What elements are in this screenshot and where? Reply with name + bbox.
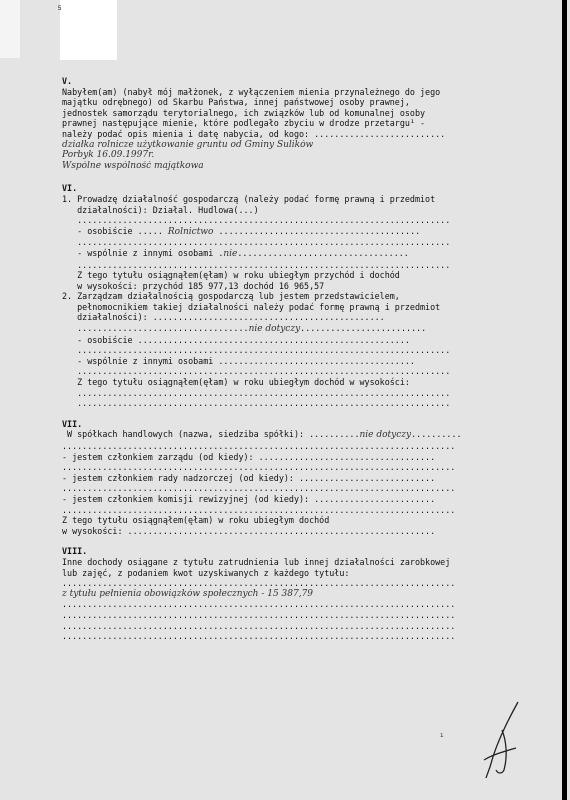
registry-stamp [0, 0, 20, 58]
dotted-line: .............................................................................. [62, 462, 456, 473]
section-viii-answer: z tytułu pełnienia obowiązków społecznych - 15 387,79 [62, 588, 314, 599]
dotted-line: .............................................................................. [62, 609, 456, 620]
osobiscie2: - osobiście ...................................................... [77, 334, 410, 345]
section-v-line: majątku odrębnego) od Skarbu Państwa, innej państwowej osoby prawnej, [62, 97, 410, 108]
item2-answer: nie dotyczy [248, 324, 301, 335]
section-vi-heading: VI. [62, 183, 78, 194]
dotted-line: .............................................................................. [62, 578, 456, 589]
section-v-line: należy podać opis mienia i datę nabycia, od kogo: .......................... [62, 128, 446, 139]
wysokosc-row: w wysokości: ............................................................. [62, 525, 436, 536]
osobiscie-value: Rolnictwo [167, 226, 214, 237]
dotted-line: .............................................................................. [62, 504, 456, 515]
zarzad-row: - jestem członkiem zarządu (od kiedy): ................................... [62, 451, 436, 462]
section-v-line: Nabyłem(am) (nabył mój małżonek, z wyłączeniem mienia przynależnego do jego [62, 86, 441, 97]
dotted-line: .............................................................................. [62, 631, 456, 642]
dotted-line: .......................................................................... [62, 237, 451, 248]
dotted-line: .......................................................................... [62, 345, 451, 356]
wspolnie2: - wspólnie z innymi osobami ....................................... [77, 355, 415, 366]
redaction-box [60, 0, 117, 60]
item2-answer-row: ..................................nie dotyczy......................... [62, 323, 427, 335]
dotted-line: .............................................................................. [62, 599, 456, 610]
income2: Z tego tytułu osiągnąłem(ęłam) w roku ubiegłym dochód w wysokości: [77, 377, 410, 388]
income2-row [62, 377, 502, 388]
section-v-heading: V. [62, 76, 73, 86]
dotted-line: .............................................................................. [62, 483, 456, 494]
section-vii-heading: VII. [62, 418, 83, 429]
dochod-row: Z tego tytułu osiągnąłem(ęłam) w roku ubiegłym dochód [62, 515, 330, 526]
osobiscie2-row [62, 335, 502, 346]
section-v-answer: Porbyk 16.09.1997r. [62, 150, 155, 161]
small-mark: ı [440, 732, 444, 739]
osobiscie-label: - osobiście [77, 225, 133, 236]
komisja-row: - jestem członkiem komisji rewizyjnej (od kiedy): ........................ [62, 493, 436, 504]
section-vi-item2: 2. Zarządzam działalnością gospodarczą lub jestem przedstawicielem, [62, 291, 400, 302]
scan-edge [562, 0, 567, 800]
section-viii-heading: VIII. [62, 546, 88, 557]
wspolnie-value: nie [223, 248, 238, 259]
osobiscie-row: - osobiście ..... Rolnictwo ........................................ [77, 225, 421, 237]
section-vi-item1: 1. Prowadzę działalność gospodarczą (należy podać formę prawną i przedmiot [62, 193, 436, 204]
spolki-answer: nie dotyczy [359, 430, 412, 441]
section-vi-item2: pełnomocnikiem takiej działalności należy podać formę prawną i przedmiot [62, 301, 441, 312]
section-vi-item2: działalności): .............................................. [62, 312, 385, 323]
income-line: Z tego tytułu osiągnąłem(ęłam) w roku ubiegłym przychód i dochód [62, 270, 400, 281]
section-v-answer: Wspólne wspólność majątkowa [62, 160, 204, 171]
declaration-page [62, 70, 502, 642]
income-line: w wysokości: przychód 185 977,13 dochód 16 965,57 [62, 280, 325, 291]
dotted-line: .......................................................................... [62, 366, 451, 377]
dotted-line: .............................................................................. [62, 620, 456, 631]
dotted-line: .......................................................................... [62, 398, 451, 409]
section-v-line: prawnej następujące mienie, które podlegało zbyciu w drodze przetargu¹ - [62, 118, 426, 129]
wspolnie-label: - wspólnie z innymi osobami [77, 247, 214, 258]
dotted-line: .......................................................................... [62, 387, 451, 398]
dotted-line: .............................................................................. [62, 441, 456, 451]
section-viii-line: Inne dochody osiągane z tytułu zatrudnienia lub innej działalności zarobkowej [62, 556, 451, 567]
wspolnie-row: - wspólnie z innymi osobami .nie.................................. [77, 247, 409, 259]
section-vi-item1: działalności): Działal. Hudlowa(...) [62, 204, 259, 215]
spolki-intro: W spółkach handlowych (nazwa, siedziba spółki): .......... [67, 429, 360, 440]
rada-row: - jestem członkiem rady nadzorczej (od kiedy): ........................... [62, 472, 436, 483]
section-v-answer: działka rolnicze użytkowanie gruntu od Gminy Sulików [62, 139, 314, 150]
signature [478, 700, 524, 780]
spolki-row: W spółkach handlowych (nazwa, siedziba spółki): ..........nie dotyczy.......... [67, 429, 462, 441]
dotted-line: .......................................................................... [62, 259, 451, 270]
section-v-line: jednostek samorządu terytorialnego, ich związków lub od komunalnej osoby [62, 107, 426, 118]
page-number: 5 [58, 6, 62, 12]
wspolnie2-row [62, 356, 502, 367]
dotted-line: .......................................................................... [62, 215, 451, 226]
section-viii-line: lub zajęć, z podaniem kwot uzyskiwanych z każdego tytułu: [62, 567, 350, 578]
